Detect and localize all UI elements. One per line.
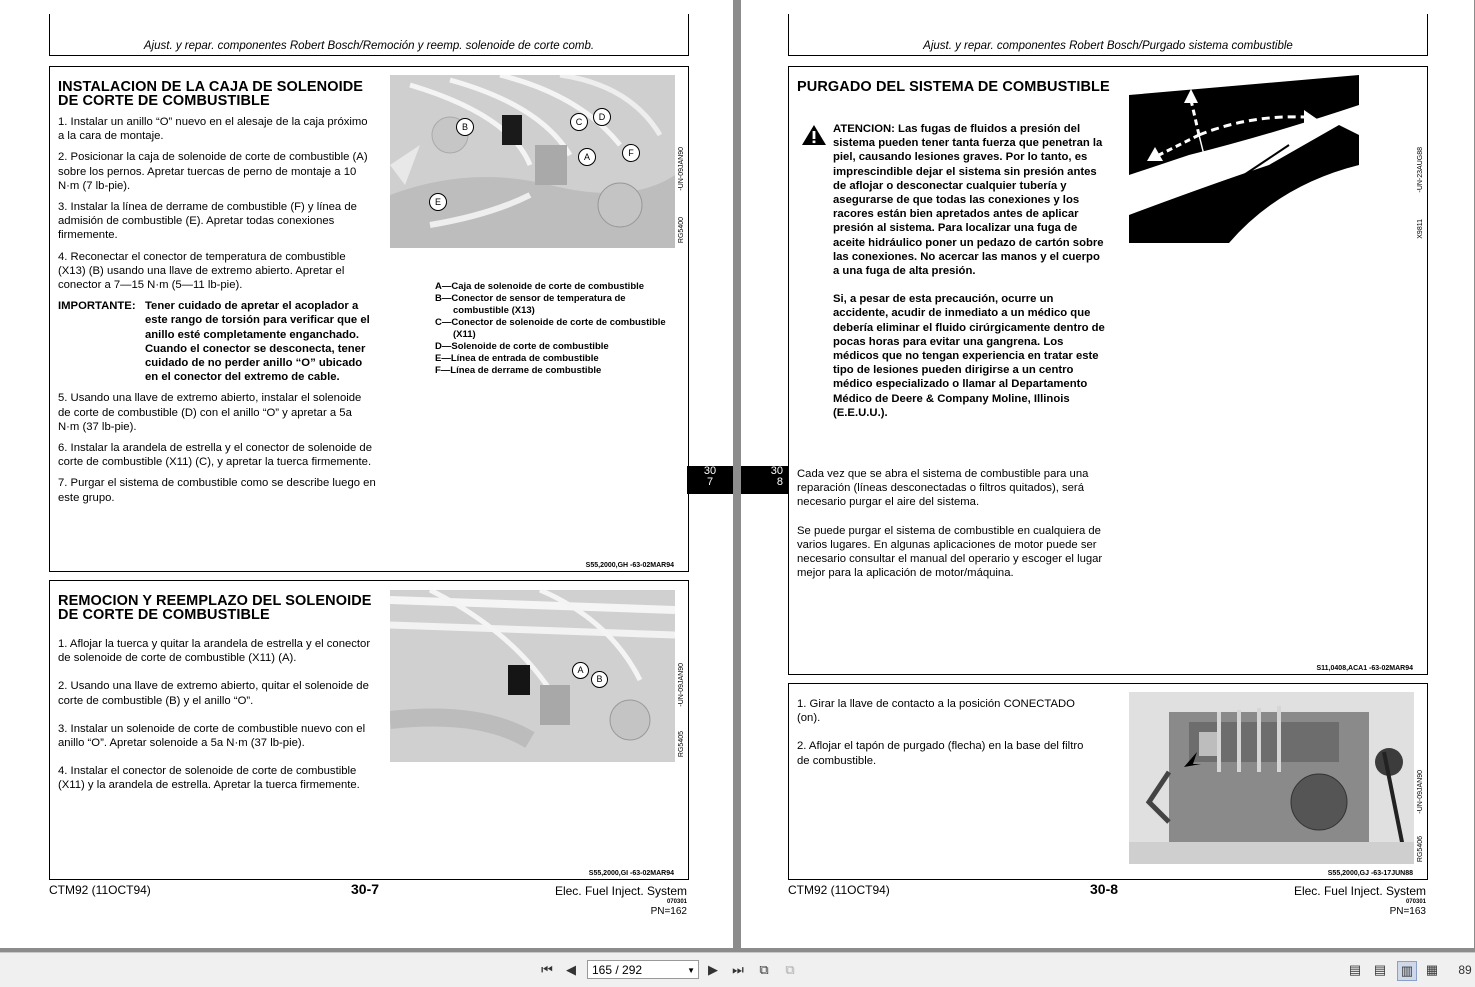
step: 6. Instalar la arandela de estrella y el conector de solenoide de corte de combustible (X11) (C), y apretar la tuerca firmemente. [58,442,373,469]
section-remove-box [49,580,689,880]
step: 1. Aflojar la tuerca y quitar la arandela de estrella y el conector de solenoide de corte de combustible (X11) (A). [58,638,371,665]
ref-code: S55,2000,GH -63-02MAR94 [585,562,674,569]
footer-page-number: 30-8 [1090,881,1119,897]
zoom-level[interactable]: 89 [1458,963,1472,977]
step: 5. Usando una llave de extremo abierto, instalar el solenoide de corte de combustible (D) con el anillo “O” y apretar a 5a N·m (37 lb-pie). [58,392,362,433]
step: 2. Aflojar el tapón de purgado (flecha) en la base del filtro de combustible. [797,740,1084,767]
footer-manual: CTM92 (11OCT94) [788,883,890,897]
img-code: X9811 [1417,219,1424,239]
step: 2. Posicionar la caja de solenoide de corte de combustible (A) sobre los pernos. Apretar tuercas de perno de montaje a 10 N·m (7 lb-pie). [58,151,368,192]
important-label: IMPORTANTE: [58,300,136,313]
footer-code: 070301 [666,899,687,905]
photo-code: -UN-09JAN90 [678,663,685,707]
step: 7. Purgar el sistema de combustible como se describe luego en este grupo. [58,477,376,504]
caption-item: C—Conector de solenoide de corte de combustible (X11) [435,317,666,340]
page-indicator: 165 / 292 [592,963,643,977]
paragraph: Se puede purgar el sistema de combustible en cualquiera de varios lugares. En algunas aplicaciones de motor puede ser necesario consultar el manual del operario y escoger el lugar mejor para la aplicación de motor/máquina. [797,524,1103,580]
footer-pn: PN=163 [1389,906,1426,917]
step: 2. Usando una llave de extremo abierto, quitar el solenoide de corte de combustible (B) y el anillo “O”. [58,680,369,707]
caption-item: B—Conector de sensor de temperatura de combustible (X13) [435,293,626,316]
callout-label: A [572,662,589,679]
section-title: INSTALACION DE LA CAJA DE SOLENOIDE DE CORTE DE COMBUSTIBLE [58,79,364,109]
footer-pn: PN=162 [650,906,687,917]
tab-page: 7 [706,476,714,488]
ref-code: S55,2000,GI -63-02MAR94 [588,870,674,877]
section-purge-box [788,66,1428,675]
important-text: Tener cuidado de apretar el acoplador a este rango de torsión para verificar que el anillo esté completamente enganchado. Cuando el conector se desconecta, tener cuidado de no perder anillo “O” ubicado en el conector del extremo de cable. [145,300,370,384]
chevron-down-icon: ▼ [687,966,695,975]
section-tab [741,466,788,494]
two-page-continuous-view-icon[interactable]: ▦ [1425,962,1439,977]
tab-page: 8 [776,476,783,488]
step: 4. Instalar el conector de solenoide de corte de combustible (X11) y la arandela de estrella. Apretar la tuerca firmemente. [58,765,360,792]
callout-label: E [429,193,447,211]
next-page-button[interactable]: ▶ [708,962,718,977]
warning-text [833,122,1109,427]
section-steps-box [788,683,1428,880]
footer-title: Elec. Fuel Inject. System [554,884,687,898]
photo-code: -UN-09JAN90 [1417,770,1424,814]
last-page-button[interactable]: ⏭ [732,962,744,977]
warning-icon [801,124,827,151]
ref-code: S55,2000,GJ -63-17JUN88 [1327,870,1413,877]
section-tab [687,466,733,494]
step: 1. Girar la llave de contacto a la posición CONECTADO (on). [797,698,1075,725]
pdf-viewer-toolbar [0,952,1475,987]
tab-number: 30 [770,465,783,477]
first-page-button[interactable]: ⏮ [541,962,553,977]
rotate-icon[interactable]: ⧉ [759,962,769,977]
footer-manual: CTM92 (11OCT94) [49,883,151,897]
callout-label: B [456,118,474,136]
section-body [58,637,376,800]
callout-label: D [593,108,611,126]
right-page [741,0,1474,948]
section-install-box [49,66,689,572]
callout-label: F [622,144,640,162]
footer-page-number: 30-7 [351,881,380,897]
section-body [797,697,1097,775]
photo-code: RG5406 [1417,836,1424,863]
caption-item: F—Línea de derrame de combustible [435,365,602,376]
tab-number: 30 [703,465,717,477]
solenoid-removal-photo [390,590,675,762]
section-title: REMOCION Y REEMPLAZO DEL SOLENOIDE DE CORTE DE COMBUSTIBLE [58,593,372,623]
copy-icon[interactable]: ⧉ [785,962,795,977]
callout-label: B [591,671,608,688]
caption-item: E—Línea de entrada de combustible [435,353,599,364]
step: 4. Reconectar el conector de temperatura de combustible (X13) (B) usando una llave de extremo abierto. Apretar el conector a 7—15 N·m (5—11 lb-pie). [58,250,346,292]
callout-label: C [570,113,588,131]
continuous-view-icon[interactable]: ▤ [1373,962,1387,977]
warning-paragraph: Si, a pesar de esta precaución, ocurre un accidente, acudir de inmediato a un médico que debería eliminar el fluido cirúrgicamente dentro de pocas horas para evitar una gangrena. Los médicos que no tengan experiencia en tratar este tipo de lesiones pueden dirigirse a un centro médico especializado o llamar al Departamento Médico de Deere & Company Moline, Illinois (E.E.U.U.). [833,293,1105,419]
caption-item: D—Solenoide de corte de combustible [435,341,609,352]
two-page-view-icon[interactable]: ▥ [1397,961,1417,981]
caption-item: A—Caja de solenoide de corte de combustible [435,281,645,292]
header-text: Ajust. y repar. componentes Robert Bosch/Purgado sistema combustible [923,40,1293,52]
single-page-view-icon[interactable]: ▤ [1348,962,1362,977]
header-text: Ajust. y repar. componentes Robert Bosch/Remoción y reemp. solenoide de corte comb. [143,40,595,52]
callout-label: A [578,148,596,166]
step: 1. Instalar un anillo “O” nuevo en el alesaje de la caja próximo a la cara de montaje. [58,116,368,143]
footer-code: 070301 [1405,899,1426,905]
section-body [797,467,1115,587]
previous-page-button[interactable]: ◀ [566,962,576,977]
page-header [788,14,1428,56]
warning-paragraph: ATENCION: Las fugas de fluidos a presión del sistema pueden tener tanta fuerza que penetran la piel, causando lesiones graves. Por lo tanto, es imprescindible dejar el sistema sin presión antes de aflojar o desconectar cualquier tubería y asegurarse de que todas las conexiones y los racores están bien apretados antes de aplicar presión al sistema. Para localizar una fuga de aceite hidráulico poner un pedazo de cartón sobre las conexiones. No acercar las manos y el cuerpo a una fuga de alta presión. [833,123,1104,278]
section-title: PURGADO DEL SISTEMA DE COMBUSTIBLE [797,79,1110,95]
solenoid-housing-photo [390,75,675,248]
step: 3. Instalar un solenoide de corte de combustible nuevo con el anillo “O”. Apretar solenoide a 5a N·m (37 lb-pie). [58,722,366,750]
step: 3. Instalar la línea de derrame de combustible (F) y línea de admisión de combustible (E). Apretar todas conexiones firmemente. [58,201,357,242]
page-header [49,14,689,56]
footer-title: Elec. Fuel Inject. System [1293,884,1426,898]
photo-code: RG5405 [678,731,685,758]
engine-photo [1129,692,1414,864]
left-page [0,0,733,948]
img-code: -UN-23AUG88 [1417,147,1424,193]
section-body [58,115,376,512]
paragraph: Cada vez que se abra el sistema de combustible para una reparación (líneas desconectadas o filtros quitados), será necesario purgar el aire del sistema. [797,468,1089,509]
photo-code: RG5400 [678,217,685,244]
ref-code: S11,0408,ACA1 -63-02MAR94 [1316,665,1413,672]
caption-list [435,281,680,377]
high-pressure-leak-illustration [1129,75,1359,243]
photo-code: -UN-09JAN90 [678,147,685,191]
important-note [58,299,376,384]
page-number-select[interactable] [587,960,699,979]
